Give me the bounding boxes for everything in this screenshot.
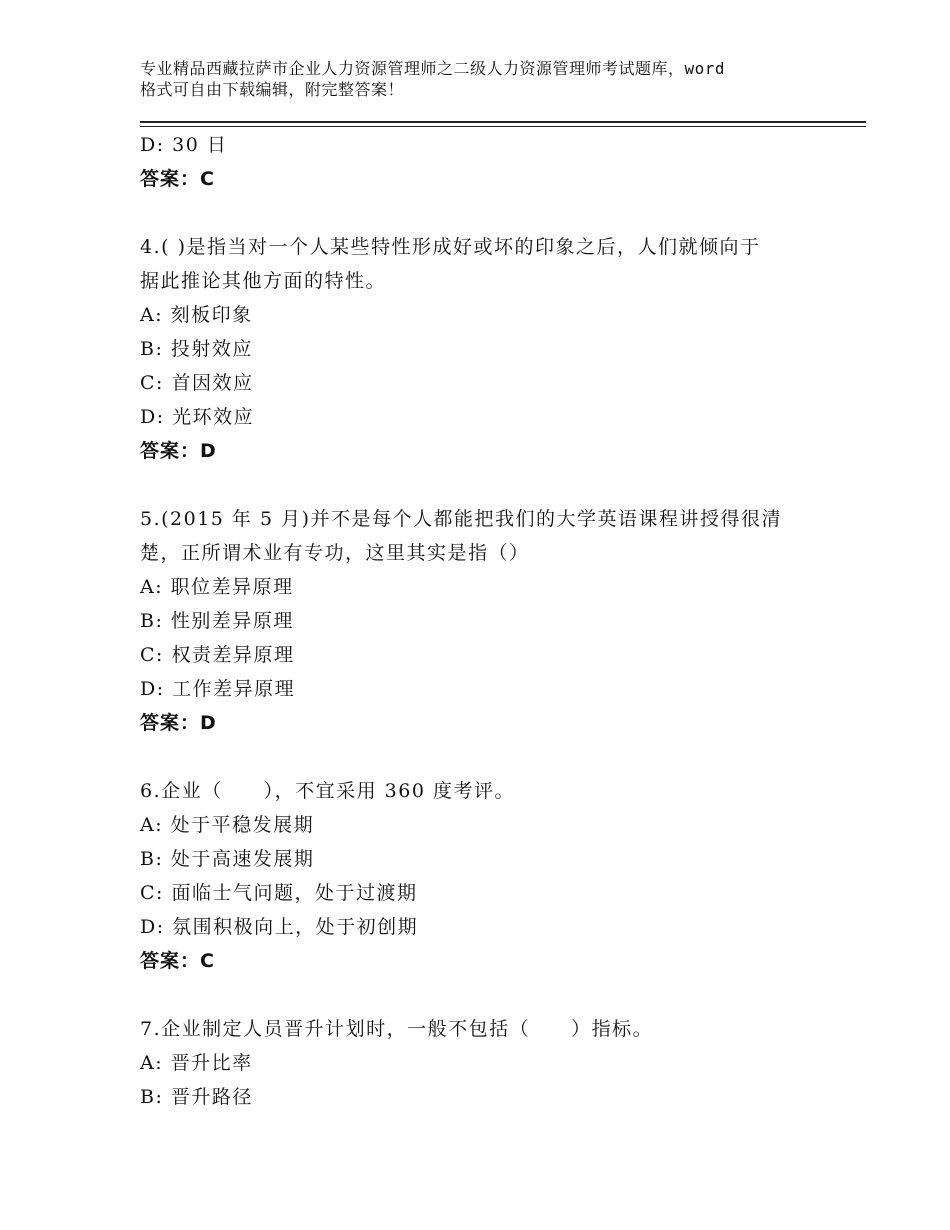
question-3-tail: [140, 128, 830, 196]
question-7: [140, 1012, 830, 1114]
document-header: [140, 58, 840, 100]
question-stem: 据此推论其他方面的特性。: [140, 270, 387, 292]
option-d: D: 30 日: [140, 134, 228, 156]
option-c: C: 首因效应: [140, 372, 254, 394]
answer-label: 答案：D: [140, 440, 217, 462]
question-stem: 楚，正所谓术业有专功，这里其实是指（）: [140, 542, 530, 564]
option-b: B: 晋升路径: [140, 1086, 253, 1108]
spacer: [140, 978, 830, 1012]
question-list: [140, 128, 830, 1114]
header-line-2: 格式可自由下载编辑，附完整答案！: [140, 80, 405, 99]
spacer: [140, 740, 830, 774]
option-a: A: 晋升比率: [140, 1052, 253, 1074]
question-stem: 6.企业（ ），不宜采用 360 度考评。: [140, 780, 515, 802]
option-a: A: 职位差异原理: [140, 576, 294, 598]
answer-label: 答案：C: [140, 950, 215, 972]
question-stem: 4.( )是指当对一个人某些特性形成好或坏的印象之后，人们就倾向于: [140, 236, 761, 258]
option-a: A: 刻板印象: [140, 304, 253, 326]
spacer: [140, 196, 830, 230]
option-b: B: 处于高速发展期: [140, 848, 315, 870]
answer-label: 答案：C: [140, 168, 215, 190]
option-d: D: 工作差异原理: [140, 678, 296, 700]
header-divider-thin: [140, 126, 866, 127]
header-divider-thick: [140, 121, 866, 123]
option-c: C: 面临士气问题，处于过渡期: [140, 882, 418, 904]
header-line-1: 专业精品西藏拉萨市企业人力资源管理师之二级人力资源管理师考试题库，word: [140, 59, 726, 78]
option-b: B: 投射效应: [140, 338, 253, 360]
question-6: [140, 774, 830, 978]
question-stem: 7.企业制定人员晋升计划时，一般不包括（ ）指标。: [140, 1018, 654, 1040]
option-d: D: 氛围积极向上，处于初创期: [140, 916, 419, 938]
question-5: [140, 502, 830, 740]
answer-label: 答案：D: [140, 712, 217, 734]
question-stem: 5.(2015 年 5 月)并不是每个人都能把我们的大学英语课程讲授得很清: [140, 508, 783, 530]
option-b: B: 性别差异原理: [140, 610, 294, 632]
question-4: [140, 230, 830, 468]
spacer: [140, 468, 830, 502]
option-d: D: 光环效应: [140, 406, 255, 428]
option-a: A: 处于平稳发展期: [140, 814, 315, 836]
option-c: C: 权责差异原理: [140, 644, 295, 666]
